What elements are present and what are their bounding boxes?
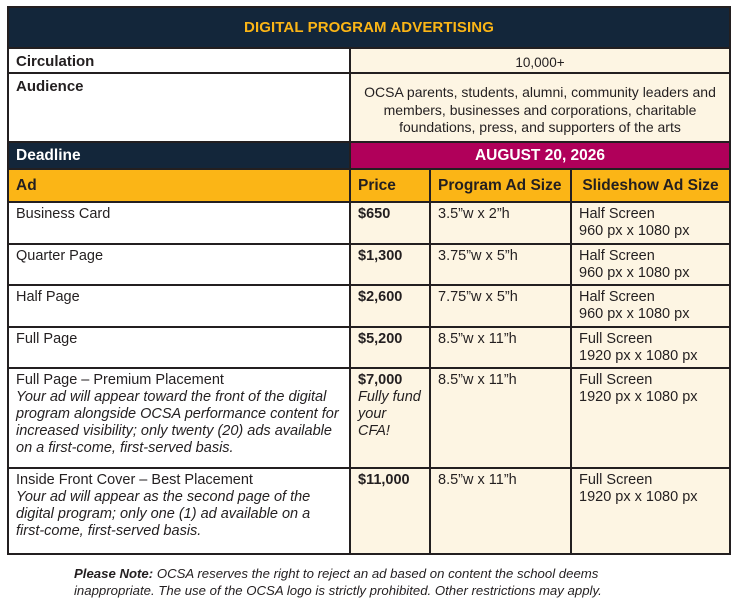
title-row (9, 8, 729, 49)
ad-name: Full Page (16, 331, 78, 347)
price-cell: $650 (349, 203, 429, 243)
advertising-table (7, 6, 731, 555)
slideshow-px: 960 px x 1080 px (579, 306, 690, 322)
ad-cell (9, 203, 349, 243)
table-row (9, 203, 729, 245)
table-title: DIGITAL PROGRAM ADVERTISING (244, 19, 494, 36)
slideshow-px: 960 px x 1080 px (579, 223, 690, 239)
slideshow-type: Half Screen (579, 248, 655, 264)
program-size-cell: 8.5”w x 11”h (429, 469, 570, 553)
deadline-label: Deadline (9, 143, 349, 168)
slideshow-type: Full Screen (579, 472, 653, 488)
note-text: OCSA reserves the right to reject an ad based on content the school deems inappropriate. The use of the OCSA logo is strictly prohibited. Other restrictions may apply. (74, 566, 602, 598)
ad-cell (9, 286, 349, 326)
ad-name: Quarter Page (16, 248, 104, 264)
ad-cell (9, 469, 349, 553)
slideshow-type: Full Screen (579, 331, 653, 347)
deadline-date: AUGUST 20, 2026 (349, 143, 729, 168)
table-row (9, 286, 729, 328)
ad-name: Full Page – Premium Placement (16, 372, 224, 388)
col-header-slideshow-size: Slideshow Ad Size (570, 170, 729, 201)
col-header-ad: Ad (9, 170, 349, 201)
circulation-row (9, 49, 729, 74)
slideshow-size-cell (570, 328, 729, 367)
slideshow-px: 1920 px x 1080 px (579, 348, 698, 364)
table-row (9, 369, 729, 469)
col-header-price: Price (349, 170, 429, 201)
ad-description: Your ad will appear as the second page of the digital program; only one (1) ad available on a first-come, first-served basis. (16, 489, 311, 539)
price-note: Fully fund your CFA! (358, 389, 421, 439)
program-size-cell: 7.75”w x 5”h (429, 286, 570, 326)
ad-cell (9, 369, 349, 467)
disclaimer-note (74, 565, 674, 599)
program-size-cell: 8.5”w x 11”h (429, 328, 570, 367)
program-size-cell: 3.75”w x 5”h (429, 245, 570, 284)
column-header-row (9, 170, 729, 203)
audience-row (9, 74, 729, 143)
col-header-program-size: Program Ad Size (429, 170, 570, 201)
slideshow-type: Full Screen (579, 372, 653, 388)
slideshow-size-cell (570, 245, 729, 284)
price-cell (349, 369, 429, 467)
deadline-row (9, 143, 729, 170)
audience-value: OCSA parents, students, alumni, community leaders and members, businesses and corporations, charitable foundations, press, and supporters of the arts (349, 74, 729, 141)
table-row (9, 245, 729, 286)
ad-cell (9, 245, 349, 284)
slideshow-px: 1920 px x 1080 px (579, 489, 698, 505)
table-row (9, 469, 729, 553)
price-cell: $1,300 (349, 245, 429, 284)
slideshow-type: Half Screen (579, 206, 655, 222)
slideshow-px: 960 px x 1080 px (579, 265, 690, 281)
price-cell: $2,600 (349, 286, 429, 326)
slideshow-px: 1920 px x 1080 px (579, 389, 698, 405)
note-label: Please Note: (74, 566, 154, 581)
slideshow-type: Half Screen (579, 289, 655, 305)
circulation-value: 10,000+ (349, 49, 729, 72)
program-size-cell: 3.5”w x 2”h (429, 203, 570, 243)
table-row (9, 328, 729, 369)
slideshow-size-cell (570, 369, 729, 467)
ad-name: Inside Front Cover – Best Placement (16, 472, 253, 488)
program-size-cell: 8.5”w x 11”h (429, 369, 570, 467)
ad-cell (9, 328, 349, 367)
slideshow-size-cell (570, 203, 729, 243)
ad-description: Your ad will appear toward the front of the digital program alongside OCSA performance content for increased visibility; only twenty (20) ads available on a first-come, first-served basis. (16, 389, 339, 456)
price-value: $7,000 (358, 372, 403, 388)
price-cell: $5,200 (349, 328, 429, 367)
slideshow-size-cell (570, 469, 729, 553)
slideshow-size-cell (570, 286, 729, 326)
ad-name: Business Card (16, 206, 111, 222)
price-cell: $11,000 (349, 469, 429, 553)
ad-name: Half Page (16, 289, 80, 305)
circulation-label: Circulation (16, 53, 95, 70)
audience-label: Audience (16, 78, 84, 95)
